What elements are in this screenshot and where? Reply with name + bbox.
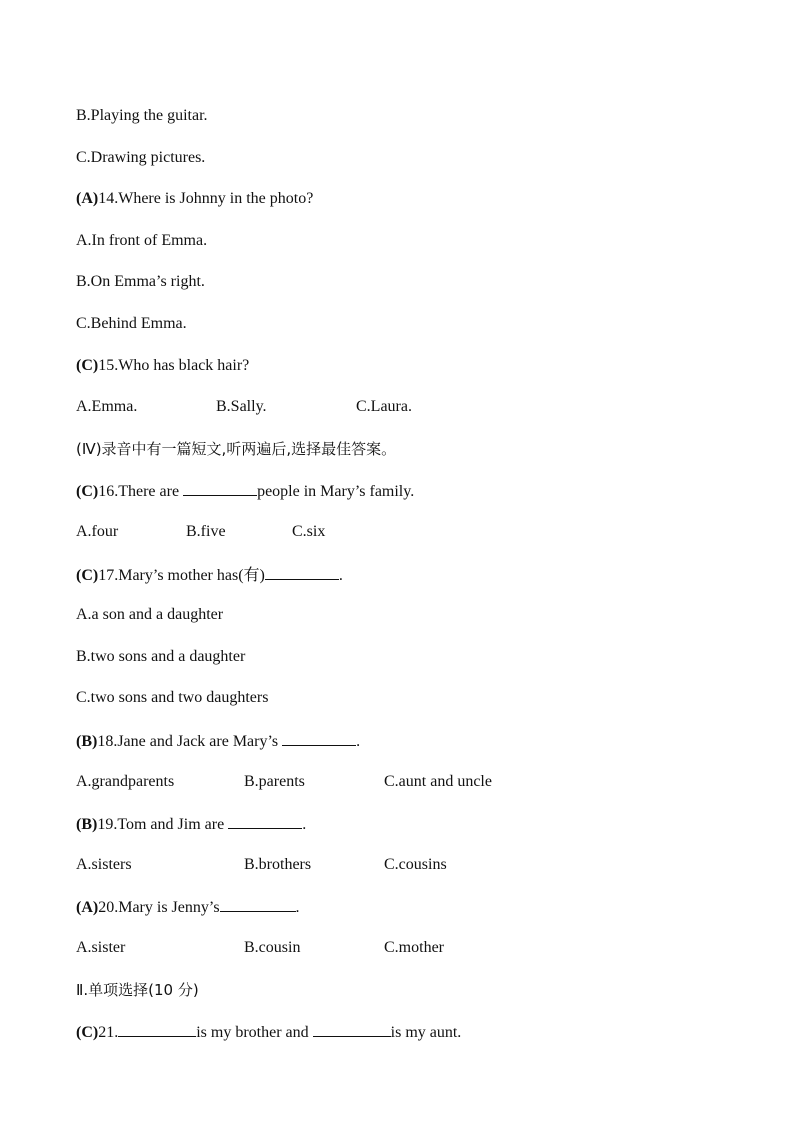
question-14 [76,189,313,209]
answer-letter: A [81,190,93,207]
answer-blank [220,896,296,912]
q14-option-c: C.Behind Emma. [76,315,187,332]
q19-option-b: B.brothers [244,856,312,873]
q14-option-b: B.On Emma’s right. [76,273,205,290]
q15-option-c: C.Laura. [356,398,412,415]
q17-option-c: C.two sons and two daughters [76,689,269,706]
answer-blank [183,480,257,496]
q18-option-b: B.parents [244,773,305,790]
q17-option-a: A.a son and a daughter [76,606,224,623]
q15-option-a: A.Emma. [76,398,138,415]
question-stem-end: people in Mary’s family. [257,483,415,500]
answer-close-paren: ) [92,899,99,916]
answer-letter: C [81,483,93,500]
q17-option-b: B.two sons and a daughter [76,648,246,665]
answer-close-paren: ) [92,190,99,207]
q19-option-c: C.cousins [384,856,447,873]
answer-letter: C [81,1024,93,1041]
section-ii-heading: Ⅱ.单项选择(10 分) [76,981,199,999]
question-stem-end: . [356,733,361,750]
question-stem-start: 18.Jane and Jack are Mary’s [97,733,283,750]
question-stem: 14.Where is Johnny in the photo? [98,190,314,207]
answer-close-paren: ) [92,483,99,500]
q13-option-c: C.Drawing pictures. [76,149,206,166]
q18-options [76,772,556,792]
question-number: 21. [98,1024,119,1041]
q16-option-c: C.six [292,523,326,540]
question-stem-end: . [302,816,307,833]
question-stem-start: 20.Mary is Jenny’s [98,899,220,916]
answer-open-paren: ( [76,1024,82,1041]
answer-letter: B [81,733,92,750]
answer-open-paren: ( [76,483,82,500]
q20-option-c: C.mother [384,939,444,956]
question-18 [76,730,360,752]
section-iv-heading: (Ⅳ)录音中有一篇短文,听两遍后,选择最佳答案。 [76,440,397,458]
question-stem-start: 19.Tom and Jim are [97,816,229,833]
q13-option-b: B.Playing the guitar. [76,107,208,124]
answer-close-paren: ) [92,357,99,374]
q18-option-a: A.grandparents [76,773,175,790]
q19-option-a: A.sisters [76,856,132,873]
q16-option-b: B.five [186,523,226,540]
answer-close-paren: ) [92,816,98,833]
answer-open-paren: ( [76,899,82,916]
q15-option-b: B.Sally. [216,398,267,415]
q15-options [76,397,526,417]
q18-option-c: C.aunt and uncle [384,773,492,790]
question-stem-end: . [295,899,300,916]
answer-blank [265,564,339,580]
answer-open-paren: ( [76,567,82,584]
answer-close-paren: ) [92,1024,99,1041]
q20-option-b: B.cousin [244,939,301,956]
question-19 [76,813,306,835]
question-20 [76,896,300,918]
answer-open-paren: ( [76,357,82,374]
answer-letter: C [81,357,93,374]
q14-option-a: A.In front of Emma. [76,232,208,249]
answer-open-paren: ( [76,816,82,833]
question-21 [76,1021,461,1043]
question-16 [76,480,414,502]
q16-option-a: A.four [76,523,119,540]
answer-open-paren: ( [76,733,82,750]
answer-blank [282,730,356,746]
answer-close-paren: ) [92,733,98,750]
question-stem-start: 16.There are [98,483,184,500]
answer-letter: A [81,899,93,916]
answer-close-paren: ) [92,567,99,584]
answer-letter: C [81,567,93,584]
answer-blank [228,813,302,829]
question-stem: 15.Who has black hair? [98,357,250,374]
question-15 [76,356,249,376]
question-stem-end: is my aunt. [390,1024,462,1041]
q20-option-a: A.sister [76,939,126,956]
q20-options [76,938,556,958]
answer-blank-1 [118,1021,196,1037]
question-stem-middle: is my brother and [196,1024,313,1041]
answer-blank-2 [313,1021,391,1037]
question-17 [76,564,343,586]
answer-letter: B [81,816,92,833]
answer-open-paren: ( [76,190,82,207]
question-stem-start: 17.Mary’s mother has(有) [98,567,265,584]
question-stem-end: . [338,567,343,584]
q19-options [76,855,556,875]
q16-options [76,522,526,542]
